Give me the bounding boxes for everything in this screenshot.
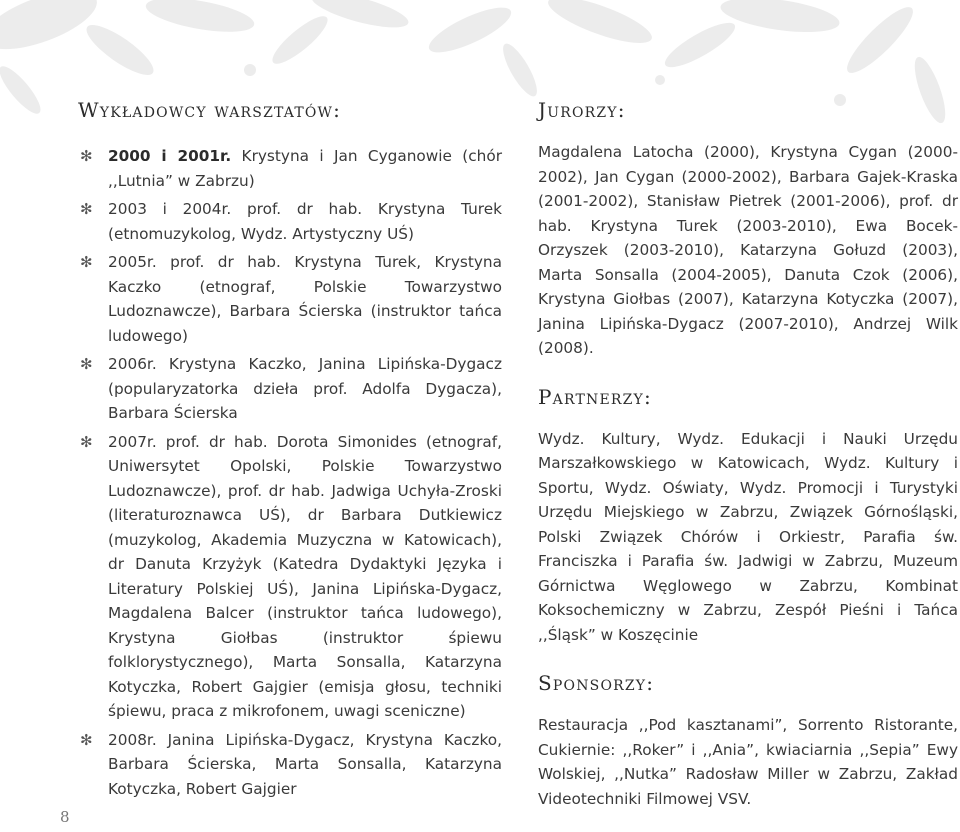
star-bullet-icon: ✻ bbox=[80, 432, 93, 451]
jurors-text: Magdalena Latocha (2000), Krystyna Cygan (2000-2002), Jan Cygan (2000-2002), Barbara Gajek-Kraska (2001-2002), Stanisław Pietrek (2001-2006), prof. dr hab. Krystyna Turek (2003-2010), Ewa Bocek-Orzyszek (2003-2010), Katarzyna Gołuzd (2003), Marta Sonsalla (2004-2005), Danuta Czok (2006), Krystyna Giołbas (2007), Katarzyna Kotyczka (2007), Janina Lipińska-Dygacz (2007-2010), Andrzej Wilk (2008). bbox=[538, 143, 958, 357]
list-item bbox=[78, 728, 502, 802]
sponsors-heading: Sponsorzy: bbox=[538, 671, 655, 695]
star-bullet-icon: ✻ bbox=[80, 253, 93, 271]
item-text: Janina Lipińska-Dygacz, Krystyna Kaczko, Barbara Ścierska, Marta Sonsalla, Katarzyna Kotyczka, Robert Gajgier bbox=[108, 730, 502, 798]
jury-partners-sponsors-column bbox=[538, 96, 958, 811]
item-text: prof. dr hab. Krystyna Turek, Krystyna Kaczko (etnograf, Polskie Towarzystwo Ludoznawcze), Barbara Ścierska (instruktor tańca ludowego) bbox=[108, 253, 502, 345]
item-year: 2000 i 2001r. bbox=[108, 147, 232, 165]
item-text: Krystyna i Jan Cyganowie (chór ,,Lutnia” w Zabrzu) bbox=[108, 147, 503, 190]
list-item bbox=[78, 197, 502, 246]
workshop-lecturers-column bbox=[78, 96, 502, 805]
item-text: prof. dr hab. Dorota Simonides (etnograf, Uniwersytet Opolski, Polskie Towarzystwo Ludoznawcze), prof. dr hab. Jadwiga Uchyła-Zroski (literaturoznawca UŚ), dr Barbara Dutkiewicz (muzykolog, Akademia Muzyczna w Katowicach), dr Danuta Krzyżyk (Katedra Dydaktyki Języka i Literatury Polskiej UŚ), Janina Lipińska-Dygacz, Magdalena Balcer (instruktor tańca ludowego), Krystyna Giołbas (instruktor śpiewu folklorystycznego), Marta Sonsalla, Katarzyna Kotyczka, Robert Gajgier (emisja głosu, techniki śpiewu, praca z mikrofonem, uwagi sceniczne) bbox=[108, 432, 502, 720]
list-item bbox=[78, 144, 502, 193]
star-bullet-icon: ✻ bbox=[80, 730, 93, 749]
page-number: 8 bbox=[60, 808, 70, 826]
star-bullet-icon: ✻ bbox=[80, 147, 93, 165]
star-bullet-icon: ✻ bbox=[80, 355, 93, 373]
list-item bbox=[78, 352, 502, 426]
star-bullet-icon: ✻ bbox=[80, 200, 93, 218]
sponsors-text: Restauracja ,,Pod kasztanami”, Sorrento Ristorante, Cukiernie: ,,Roker” i ,,Ania”, kwiaciarnia ,,Sepia” Ewy Wolskiej, ,,Nutka” Radosław Miller w Zabrzu, Zakład Videotechniki Filmowej VSV. bbox=[538, 716, 958, 808]
lecturers-list bbox=[78, 144, 502, 801]
partners-heading: Partnerzy: bbox=[538, 384, 652, 409]
item-year: 2003 i 2004r. bbox=[108, 200, 232, 218]
jurors-heading: Jurorzy: bbox=[538, 98, 626, 122]
item-year: 2007r. bbox=[108, 432, 157, 451]
partners-text: Wydz. Kultury, Wydz. Edukacji i Nauki Urzędu Marszałkowskiego w Katowicach, Wydz. Kultury i Sportu, Wydz. Oświaty, Wydz. Promocji i Turystyki Urzędu Miejskiego w Zabrzu, Związek Górnośląski, Polski Związek Chórów i Orkiestr, Parafia św. Franciszka i Parafia św. Jadwigi w Zabrzu, Muzeum Górnictwa Węglowego w Zabrzu, Kombinat Koksochemiczny w Zabrzu, Zespół Pieśni i Tańca ,,Śląsk” w Koszęcinie bbox=[538, 429, 958, 644]
item-text: prof. dr hab. Krystyna Turek (etnomuzykolog, Wydz. Artystyczny UŚ) bbox=[108, 200, 502, 243]
item-text: Krystyna Kaczko, Janina Lipińska-Dygacz (popularyzatorka dzieła prof. Adolfa Dygacza), Barbara Ścierska bbox=[108, 355, 502, 422]
list-item bbox=[78, 250, 502, 348]
lecturers-heading: Wykładowcy warsztatów: bbox=[78, 98, 342, 122]
item-year: 2008r. bbox=[108, 730, 157, 749]
item-year: 2005r. bbox=[108, 253, 157, 271]
list-item bbox=[78, 430, 502, 724]
item-year: 2006r. bbox=[108, 355, 157, 373]
